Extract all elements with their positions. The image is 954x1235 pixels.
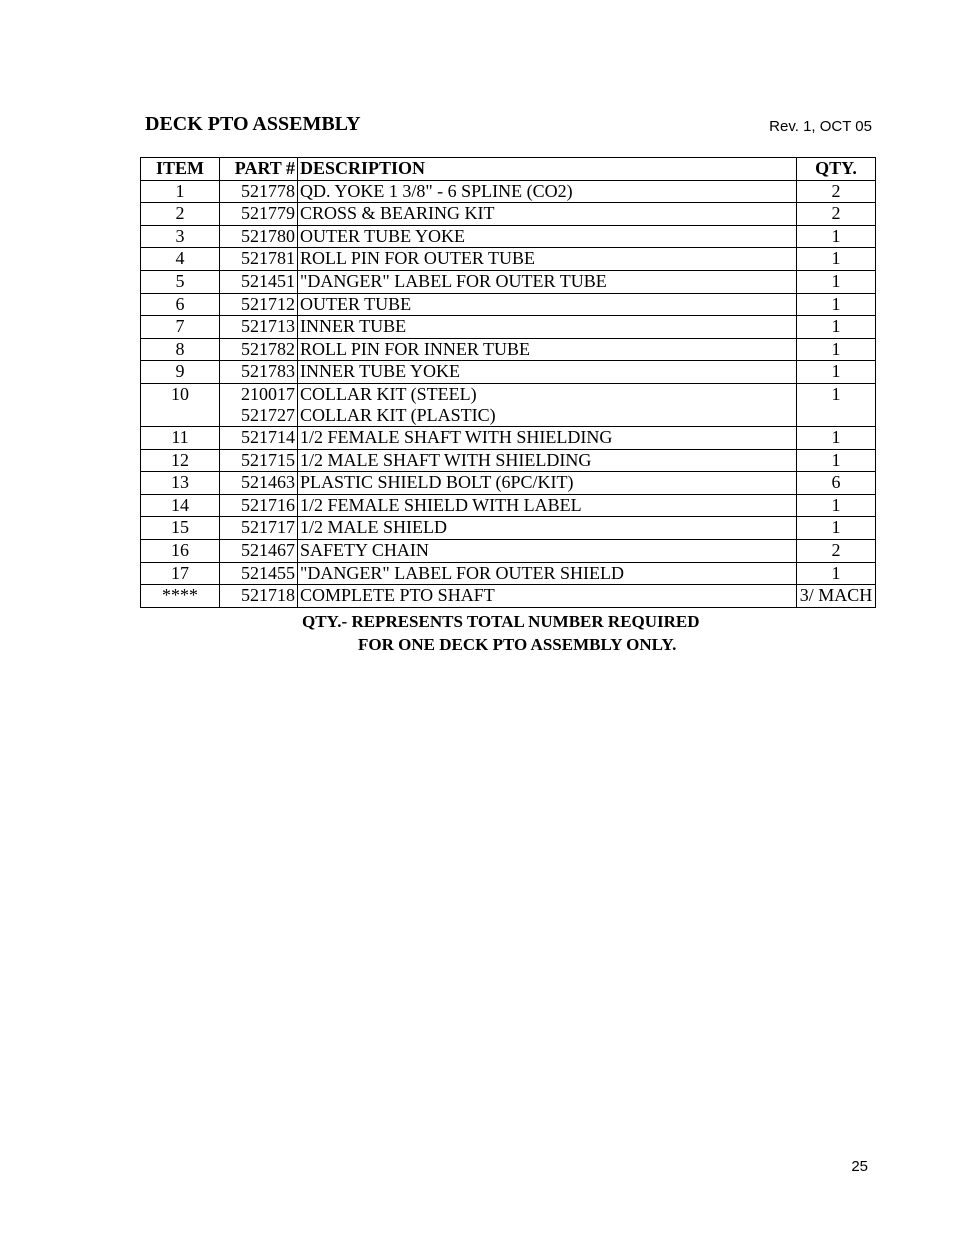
item-cell: 17 — [141, 562, 220, 585]
table-row — [141, 225, 876, 248]
item-cell: 1 — [141, 180, 220, 203]
item-cell: 7 — [141, 316, 220, 339]
part-number-alt: 521727 — [241, 404, 295, 425]
table-row — [141, 270, 876, 293]
table-row — [141, 449, 876, 472]
qty-cell: 2 — [797, 180, 876, 203]
item-cell: **** — [141, 585, 220, 608]
table-row — [141, 180, 876, 203]
qty-note-line-2: FOR ONE DECK PTO ASSEMBLY ONLY. — [358, 635, 677, 654]
qty-cell: 1 — [797, 449, 876, 472]
description-cell: 1/2 FEMALE SHAFT WITH SHIELDING — [298, 426, 797, 449]
column-header-part: PART # — [220, 158, 298, 181]
description-cell: OUTER TUBE — [298, 293, 797, 316]
description-cell: PLASTIC SHIELD BOLT (6PC/KIT) — [298, 472, 797, 495]
qty-cell: 1 — [797, 383, 876, 426]
item-cell: 12 — [141, 449, 220, 472]
revision-label: Rev. 1, OCT 05 — [769, 118, 872, 135]
column-header-qty: QTY. — [797, 158, 876, 181]
part-cell: 521778 — [220, 180, 298, 203]
parts-table — [140, 157, 876, 608]
part-cell: 521781 — [220, 248, 298, 271]
part-cell: 521779 — [220, 203, 298, 226]
qty-cell: 1 — [797, 494, 876, 517]
part-cell: 521716 — [220, 494, 298, 517]
description-text-alt: COLLAR KIT (PLASTIC) — [300, 404, 496, 425]
table-row — [141, 248, 876, 271]
table-row — [141, 562, 876, 585]
table-row — [141, 517, 876, 540]
table-row — [141, 426, 876, 449]
part-cell: 521713 — [220, 316, 298, 339]
item-cell: 3 — [141, 225, 220, 248]
item-cell: 8 — [141, 338, 220, 361]
part-cell: 521783 — [220, 361, 298, 384]
description-cell: 1/2 MALE SHAFT WITH SHIELDING — [298, 449, 797, 472]
description-cell: ROLL PIN FOR INNER TUBE — [298, 338, 797, 361]
item-cell: 5 — [141, 270, 220, 293]
item-cell: 15 — [141, 517, 220, 540]
table-row — [141, 383, 876, 426]
qty-cell: 1 — [797, 562, 876, 585]
item-cell: 2 — [141, 203, 220, 226]
item-cell: 11 — [141, 426, 220, 449]
qty-cell: 2 — [797, 539, 876, 562]
table-header-row — [141, 158, 876, 181]
qty-cell: 2 — [797, 203, 876, 226]
item-cell: 9 — [141, 361, 220, 384]
part-cell: 521782 — [220, 338, 298, 361]
description-cell — [298, 383, 797, 426]
description-cell: OUTER TUBE YOKE — [298, 225, 797, 248]
part-number: 210017 — [241, 383, 295, 404]
description-cell: SAFETY CHAIN — [298, 539, 797, 562]
table-row — [141, 338, 876, 361]
parts-table-body — [141, 180, 876, 607]
column-header-description: DESCRIPTION — [298, 158, 797, 181]
part-cell: 521714 — [220, 426, 298, 449]
qty-cell: 1 — [797, 517, 876, 540]
description-cell: INNER TUBE YOKE — [298, 361, 797, 384]
description-cell: QD. YOKE 1 3/8" - 6 SPLINE (CO2) — [298, 180, 797, 203]
item-cell: 4 — [141, 248, 220, 271]
table-row — [141, 472, 876, 495]
table-row — [141, 539, 876, 562]
part-cell: 521451 — [220, 270, 298, 293]
qty-cell: 1 — [797, 316, 876, 339]
qty-cell: 1 — [797, 248, 876, 271]
part-cell: 521455 — [220, 562, 298, 585]
qty-cell: 1 — [797, 225, 876, 248]
part-cell — [220, 383, 298, 426]
description-cell: "DANGER" LABEL FOR OUTER SHIELD — [298, 562, 797, 585]
description-cell: ROLL PIN FOR OUTER TUBE — [298, 248, 797, 271]
table-row — [141, 203, 876, 226]
page-number: 25 — [851, 1158, 868, 1175]
item-cell: 13 — [141, 472, 220, 495]
qty-cell: 3/ MACH — [797, 585, 876, 608]
part-cell: 521467 — [220, 539, 298, 562]
item-cell: 16 — [141, 539, 220, 562]
qty-cell: 1 — [797, 426, 876, 449]
column-header-item: ITEM — [141, 158, 220, 181]
item-cell: 6 — [141, 293, 220, 316]
qty-cell: 1 — [797, 293, 876, 316]
qty-note-line-1: QTY.- REPRESENTS TOTAL NUMBER REQUIRED — [302, 612, 700, 631]
part-cell: 521717 — [220, 517, 298, 540]
item-cell: 10 — [141, 383, 220, 426]
part-cell: 521780 — [220, 225, 298, 248]
item-cell: 14 — [141, 494, 220, 517]
description-cell: "DANGER" LABEL FOR OUTER TUBE — [298, 270, 797, 293]
table-row — [141, 293, 876, 316]
description-cell: COMPLETE PTO SHAFT — [298, 585, 797, 608]
qty-cell: 1 — [797, 270, 876, 293]
qty-cell: 6 — [797, 472, 876, 495]
page-title: DECK PTO ASSEMBLY — [145, 113, 361, 135]
table-row — [141, 494, 876, 517]
qty-cell: 1 — [797, 361, 876, 384]
part-cell: 521712 — [220, 293, 298, 316]
description-cell: 1/2 MALE SHIELD — [298, 517, 797, 540]
description-cell: INNER TUBE — [298, 316, 797, 339]
description-text: COLLAR KIT (STEEL) — [300, 383, 477, 404]
description-cell: 1/2 FEMALE SHIELD WITH LABEL — [298, 494, 797, 517]
table-row — [141, 361, 876, 384]
table-row — [141, 585, 876, 608]
qty-cell: 1 — [797, 338, 876, 361]
table-row — [141, 316, 876, 339]
part-cell: 521715 — [220, 449, 298, 472]
part-cell: 521718 — [220, 585, 298, 608]
description-cell: CROSS & BEARING KIT — [298, 203, 797, 226]
part-cell: 521463 — [220, 472, 298, 495]
